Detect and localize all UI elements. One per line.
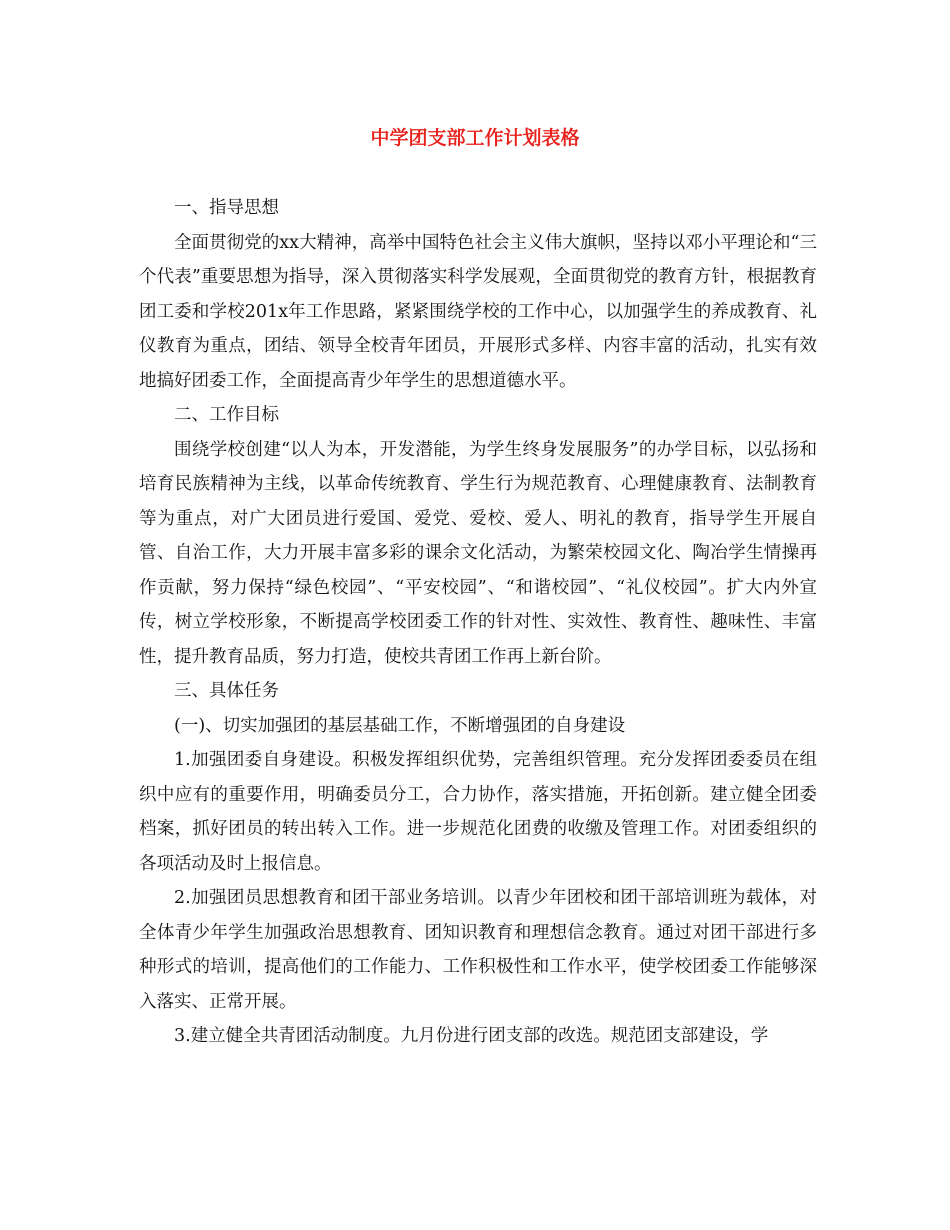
- task-item-3: 3.建立健全共青团活动制度。九月份进行团支部的改选。规范团支部建设，学: [174, 1026, 769, 1046]
- section-heading-guiding-ideology: 一、指导思想: [174, 198, 279, 218]
- section-heading-specific-tasks: 三、具体任务: [174, 681, 279, 701]
- task-item-1: 1.加强团委自身建设。积极发挥组织优势，完善组织管理。充分发挥团委委员在组织中应有的重要作用，明确委员分工，合力协作，落实措施，开拓创新。建立健全团委档案，抓好团员的转出转入工作。进一步规范化团费的收缴及管理工作。对团委组织的各项活动及时上报信息。: [139, 750, 817, 874]
- paragraph-work-goals: 围绕学校创建“以人为本，开发潜能，为学生终身发展服务”的办学目标，以弘扬和培育民族精神为主线，以革命传统教育、学生行为规范教育、心理健康教育、法制教育等为重点，对广大团员进行爱国、爱党、爱校、爱人、明礼的教育，指导学生开展自管、自治工作，大力开展丰富多彩的课余文化活动，为繁荣校园文化、陶冶学生情操再作贡献，努力保持“绿色校园”、“平安校园”、“和谐校园”、“礼仪校园”。扩大内外宣传，树立学校形象，不断提高学校团委工作的针对性、实效性、教育性、趣味性、丰富性，提升教育品质，努力打造，使校共青团工作再上新台阶。: [139, 439, 817, 667]
- document-title: 中学团支部工作计划表格: [370, 127, 580, 149]
- subsection-heading-1: (一)、切实加强团的基层基础工作，不断增强团的自身建设: [174, 715, 626, 736]
- section-heading-work-goals: 二、工作目标: [174, 405, 279, 425]
- document-body: [139, 191, 817, 1054]
- task-item-2: 2.加强团员思想教育和团干部业务培训。以青少年团校和团干部培训班为载体，对全体青少年学生加强政治思想教育、团知识教育和理想信念教育。通过对团干部进行多种形式的培训，提高他们的工作能力、工作积极性和工作水平，使学校团委工作能够深入落实、正常开展。: [139, 888, 817, 1012]
- paragraph-guiding-ideology: 全面贯彻党的xx大精神，高举中国特色社会主义伟大旗帜，坚持以邓小平理论和“三个代表”重要思想为指导，深入贯彻落实科学发展观，全面贯彻党的教育方针，根据教育团工委和学校201x年工作思路，紧紧围绕学校的工作中心，以加强学生的养成教育、礼仪教育为重点，团结、领导全校青年团员，开展形式多样、内容丰富的活动，扎实有效地搞好团委工作，全面提高青少年学生的思想道德水平。: [139, 232, 817, 391]
